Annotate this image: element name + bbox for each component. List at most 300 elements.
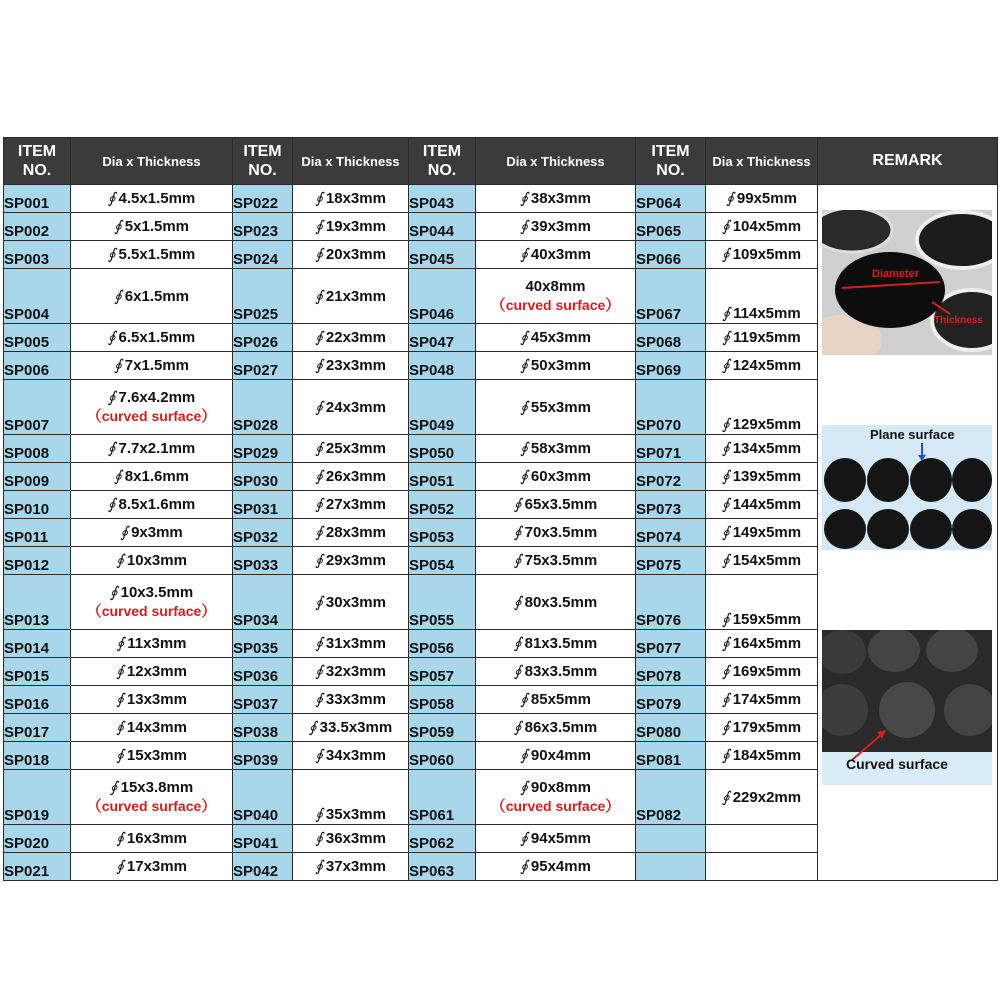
dimension-line [293,662,408,681]
curved-surface-note: （curved surface） [490,296,621,314]
diameter-symbol-icon: ∮ [513,718,522,736]
item-number-cell: SP036 [233,658,293,686]
dimension-value: 169x5mm [732,663,802,680]
dimension-value: 129x5mm [732,416,802,433]
dimension-value: 31x3mm [325,635,386,652]
diameter-symbol-icon: ∮ [315,662,323,680]
item-number-cell: SP056 [409,630,476,658]
dimension-value: 23x3mm [325,357,386,374]
dimension-cell [71,770,233,825]
item-number-cell: SP039 [233,742,293,770]
item-number-cell: SP027 [233,352,293,380]
diameter-symbol-icon: ∮ [721,551,730,569]
dimension-cell [293,491,409,519]
dimension-line [476,439,635,458]
dimension-cell [476,324,636,352]
dimension-cell [71,630,233,658]
dimension-line [71,287,232,306]
dimension-value: 154x5mm [732,552,802,569]
dimension-cell [476,686,636,714]
dimension-value: 139x5mm [732,468,802,485]
dimension-value: 81x3.5mm [524,635,598,652]
dimension-value: 33.5x3mm [319,719,393,736]
diameter-symbol-icon: ∮ [520,189,528,207]
dimension-cell [476,380,636,435]
item-number-cell: SP007 [4,380,71,435]
dimension-value: 80x3.5mm [524,593,598,611]
diameter-symbol-icon: ∮ [520,217,528,235]
dimension-cell [706,630,818,658]
dimension-cell [706,269,818,324]
diameter-symbol-icon: ∮ [315,829,323,847]
dimension-line [293,439,408,458]
item-number-cell: SP043 [409,185,476,213]
dimension-line [71,778,232,797]
item-number-cell: SP041 [233,825,293,853]
dimension-value: 5x1.5mm [124,218,190,235]
dimension-cell [293,435,409,463]
diameter-symbol-icon: ∮ [315,746,323,764]
diameter-symbol-icon: ∮ [513,662,522,680]
dimension-value: 13x3mm [126,691,187,708]
dimension-cell [293,519,409,547]
item-number-cell: SP030 [233,463,293,491]
diameter-symbol-icon: ∮ [315,551,323,569]
item-number-cell: SP081 [636,742,706,770]
dimension-line [293,746,408,765]
item-number-cell: SP033 [233,547,293,575]
dimension-value: 6.5x1.5mm [118,329,196,346]
dimension-cell [476,352,636,380]
dimension-cell [293,352,409,380]
dimension-value: 90x4mm [530,747,591,764]
dimension-value: 179x5mm [732,719,802,736]
dimension-cell [706,435,818,463]
dimension-line [293,690,408,709]
item-number-cell: SP079 [636,686,706,714]
diameter-symbol-icon: ∮ [721,245,730,263]
dimension-value: 40x3mm [530,246,591,263]
dimension-line [476,523,635,542]
diameter-symbol-icon: ∮ [520,857,528,875]
diameter-symbol-icon: ∮ [315,189,323,207]
item-number-cell: SP026 [233,324,293,352]
dimension-line [71,634,232,653]
dimension-cell [476,825,636,853]
dimension-cell [293,742,409,770]
item-number-cell: SP051 [409,463,476,491]
item-number-cell: SP012 [4,547,71,575]
dimension-value: 10x3.5mm [120,584,194,601]
header-dia-thickness: Dia x Thickness [476,138,636,185]
dimension-value: 15x3mm [126,747,187,764]
item-number-cell: SP074 [636,519,706,547]
diameter-symbol-icon: ∮ [308,718,317,736]
curved-surface-label: Curved surface [846,756,948,772]
dimension-line [476,829,635,848]
dimension-line [706,610,817,629]
diameter-symbol-icon: ∮ [116,634,125,652]
dimension-value: 75x3.5mm [524,552,598,569]
dimension-line [706,746,817,765]
dimension-value: 12x3mm [126,663,187,680]
header-dia-thickness: Dia x Thickness [71,138,233,185]
dimension-cell [476,658,636,686]
item-number-cell: SP003 [4,241,71,269]
plane-surface-label: Plane surface [870,427,955,442]
spec-table [3,137,998,881]
dimension-cell [476,463,636,491]
dimension-line [293,356,408,375]
header-item-no: ITEM NO. [4,138,71,185]
dimension-line [71,857,232,876]
diameter-symbol-icon: ∮ [116,662,124,680]
item-number-cell: SP005 [4,324,71,352]
dimension-line [71,495,232,514]
dimension-value: 40x8mm [525,277,586,295]
rubber-pad-photo-icon [822,210,992,355]
dimension-line [706,788,817,807]
diameter-symbol-icon: ∮ [520,439,528,457]
dimension-line [706,467,817,486]
curved-surface-text: curved surface [101,798,202,814]
dimension-line [71,583,232,602]
dimension-cell [476,435,636,463]
item-number-cell: SP080 [636,714,706,742]
dimension-value: 229x2mm [732,788,802,806]
dimension-cell [706,686,818,714]
diameter-symbol-icon: ∮ [107,495,116,513]
diameter-symbol-icon: ∮ [520,356,528,374]
diameter-symbol-icon: ∮ [520,467,528,485]
diameter-symbol-icon: ∮ [107,328,116,346]
dimension-value: 28x3mm [325,524,386,541]
dimension-value: 20x3mm [325,246,386,263]
dimension-value: 27x3mm [325,496,386,513]
dimension-line [71,388,232,407]
dimension-line [71,690,232,709]
thickness-label: Thickness [934,315,983,326]
dimension-line [71,328,232,347]
item-number-cell: SP042 [233,853,293,881]
dimension-value: 32x3mm [325,663,386,680]
diameter-symbol-icon: ∮ [113,286,122,305]
diameter-symbol-icon: ∮ [113,356,122,374]
item-number-cell: SP068 [636,324,706,352]
dimension-cell [293,324,409,352]
dimension-line [476,778,635,797]
dimension-line [71,829,232,848]
dimension-cell [71,575,233,630]
item-number-cell: SP029 [233,435,293,463]
item-number-cell: SP067 [636,269,706,324]
diameter-symbol-icon: ∮ [520,778,528,796]
item-number-cell: SP064 [636,185,706,213]
dimension-cell [293,853,409,881]
diameter-symbol-icon: ∮ [113,467,122,485]
item-number-cell: SP050 [409,435,476,463]
dimension-cell [293,825,409,853]
item-number-cell: SP009 [4,463,71,491]
spec-body [4,185,998,881]
dimension-line [293,217,408,236]
header-item-no: ITEM NO. [409,138,476,185]
dimension-cell [71,519,233,547]
dimension-value: 114x5mm [733,305,801,322]
diameter-symbol-icon: ∮ [721,746,730,764]
dimension-cell [476,547,636,575]
dimension-value: 24x3mm [325,398,386,416]
dimension-value: 17x3mm [126,858,187,875]
dimension-cell [706,575,818,630]
diameter-symbol-icon: ∮ [722,304,731,322]
curved-surface-note: （curved surface） [490,798,621,815]
item-number-cell: SP038 [233,714,293,742]
item-number-cell: SP048 [409,352,476,380]
empty-cell [636,853,706,881]
item-number-cell: SP022 [233,185,293,213]
dimension-cell [476,853,636,881]
diameter-symbol-icon: ∮ [726,189,734,207]
dimension-line [71,217,232,236]
dimension-cell [71,742,233,770]
diameter-symbol-icon: ∮ [520,245,528,263]
item-number-cell: SP008 [4,435,71,463]
dimension-value: 38x3mm [530,190,591,207]
dimension-cell [706,324,818,352]
diameter-symbol-icon: ∮ [116,857,124,875]
dimension-cell [706,547,818,575]
dimension-value: 58x3mm [530,440,591,457]
dimension-value: 35x3mm [325,806,386,823]
item-number-cell: SP062 [409,825,476,853]
curved-surface-note: （curved surface） [86,603,217,620]
diameter-symbol-icon: ∮ [721,718,730,736]
table-row [4,185,998,213]
diameter-symbol-icon: ∮ [721,217,730,235]
dimension-cell [293,380,409,435]
dimension-line [293,718,408,737]
diameter-label: Diameter [872,268,920,280]
diameter-symbol-icon: ∮ [520,690,528,708]
dimension-cell [71,269,233,324]
dimension-line [293,328,408,347]
dimension-line [293,523,408,542]
diameter-symbol-icon: ∮ [721,467,730,485]
empty-cell [706,825,818,853]
dimension-line [71,467,232,486]
dimension-value: 85x5mm [530,691,591,708]
dimension-line [476,278,635,296]
dimension-line [476,690,635,709]
dimension-line [476,634,635,653]
dimension-line [476,245,635,264]
dimension-cell [293,269,409,324]
diameter-symbol-icon: ∮ [120,523,129,541]
dimension-cell [706,241,818,269]
diameter-symbol-icon: ∮ [315,245,323,263]
diameter-symbol-icon: ∮ [107,245,116,263]
item-number-cell: SP065 [636,213,706,241]
dimension-value: 184x5mm [732,747,802,764]
item-number-cell: SP032 [233,519,293,547]
dimension-value: 9x3mm [131,524,183,541]
dimension-line [706,690,817,709]
dimension-value: 45x3mm [530,329,591,346]
item-number-cell: SP010 [4,491,71,519]
item-number-cell: SP052 [409,491,476,519]
diameter-symbol-icon: ∮ [315,467,323,485]
dimension-value: 26x3mm [325,468,386,485]
dimension-value: 8x1.6mm [124,468,190,485]
dimension-value: 90x8mm [530,779,591,796]
dimension-line [706,415,817,434]
item-number-cell: SP046 [409,269,476,324]
item-number-cell: SP055 [409,575,476,630]
item-number-cell: SP014 [4,630,71,658]
diameter-symbol-icon: ∮ [721,634,730,652]
diameter-symbol-icon: ∮ [513,634,522,652]
dimension-cell [706,770,818,825]
dimension-value: 60x3mm [530,468,591,485]
diameter-symbol-icon: ∮ [520,829,528,847]
dimension-line [706,551,817,570]
dimension-cell [71,825,233,853]
dimension-line [706,328,817,347]
dimension-value: 39x3mm [530,218,591,235]
dimension-line [71,245,232,264]
dimension-value: 144x5mm [732,496,802,513]
dimension-line [71,356,232,375]
dimension-value: 8.5x1.6mm [118,496,196,513]
item-number-cell: SP071 [636,435,706,463]
dimension-line [293,467,408,486]
item-number-cell: SP004 [4,269,71,324]
dimension-value: 99x5mm [736,190,797,207]
diameter-symbol-icon: ∮ [721,495,730,513]
dimension-cell [706,519,818,547]
dimension-value: 7x1.5mm [124,357,190,374]
dimension-line [706,495,817,514]
dimension-line [71,718,232,737]
diameter-symbol-icon: ∮ [315,690,323,708]
item-number-cell: SP021 [4,853,71,881]
dimension-value: 10x3mm [126,552,187,569]
dimension-line [293,829,408,848]
diameter-symbol-icon: ∮ [721,787,730,806]
empty-cell [706,853,818,881]
diameter-symbol-icon: ∮ [109,778,118,796]
dimension-line [706,189,817,208]
dimension-cell [293,630,409,658]
dimension-line [71,439,232,458]
dimension-value: 159x5mm [732,611,802,628]
dimension-line [706,304,817,323]
dimension-cell [476,714,636,742]
dimension-line [71,523,232,542]
dimension-cell [476,630,636,658]
dimension-value: 11x3mm [127,635,187,652]
dimension-value: 22x3mm [325,329,386,346]
diameter-symbol-icon: ∮ [721,610,730,628]
dimension-cell [476,575,636,630]
dimension-value: 19x3mm [325,218,386,235]
dimension-line [293,593,408,612]
dimension-value: 14x3mm [126,719,187,736]
dimension-line [476,662,635,681]
dimension-value: 4.5x1.5mm [118,190,196,207]
diameter-symbol-icon: ∮ [721,523,730,541]
dimension-cell [293,686,409,714]
dimension-line [293,805,408,824]
dimension-line [293,189,408,208]
dimension-line [706,217,817,236]
dimension-value: 164x5mm [732,635,802,652]
item-number-cell: SP057 [409,658,476,686]
dimension-value: 109x5mm [732,246,802,263]
diameter-symbol-icon: ∮ [315,495,323,513]
dimension-value: 83x3.5mm [524,663,598,680]
dimension-cell [706,742,818,770]
header-row [4,138,998,185]
diameter-symbol-icon: ∮ [116,690,124,708]
dimension-line [706,662,817,681]
dimension-cell [476,742,636,770]
diameter-symbol-icon: ∮ [721,690,730,708]
dimension-cell [293,213,409,241]
dimension-cell [71,491,233,519]
dimension-cell [71,547,233,575]
dimension-value: 6x1.5mm [124,287,190,305]
item-number-cell: SP070 [636,380,706,435]
dimension-value: 149x5mm [732,524,802,541]
item-number-cell: SP082 [636,770,706,825]
dimension-line [71,746,232,765]
item-number-cell: SP018 [4,742,71,770]
dimension-cell [706,380,818,435]
item-number-cell: SP060 [409,742,476,770]
item-number-cell: SP015 [4,658,71,686]
dimension-line [476,593,635,612]
header-remark: REMARK [818,138,998,185]
item-number-cell: SP002 [4,213,71,241]
item-number-cell: SP061 [409,770,476,825]
dimension-value: 94x5mm [530,830,591,847]
item-number-cell: SP077 [636,630,706,658]
dimension-value: 34x3mm [325,747,386,764]
dimension-cell [71,352,233,380]
remark-cell [818,185,998,881]
diameter-symbol-icon: ∮ [315,356,323,374]
curved-surface-text: curved surface [101,408,202,424]
item-number-cell: SP073 [636,491,706,519]
dimension-cell [293,658,409,686]
item-number-cell: SP076 [636,575,706,630]
diameter-symbol-icon: ∮ [520,746,528,764]
diameter-symbol-icon: ∮ [315,439,323,457]
diameter-symbol-icon: ∮ [116,718,124,736]
dimension-value: 21x3mm [325,287,386,305]
diameter-symbol-icon: ∮ [513,495,522,513]
diameter-symbol-icon: ∮ [315,328,323,346]
dimension-value: 30x3mm [325,593,386,611]
diameter-symbol-icon: ∮ [315,805,323,823]
dimension-value: 15x3.8mm [120,779,194,796]
dimension-value: 33x3mm [325,691,386,708]
item-number-cell: SP035 [233,630,293,658]
diameter-symbol-icon: ∮ [107,189,116,207]
diameter-symbol-icon: ∮ [722,328,731,346]
